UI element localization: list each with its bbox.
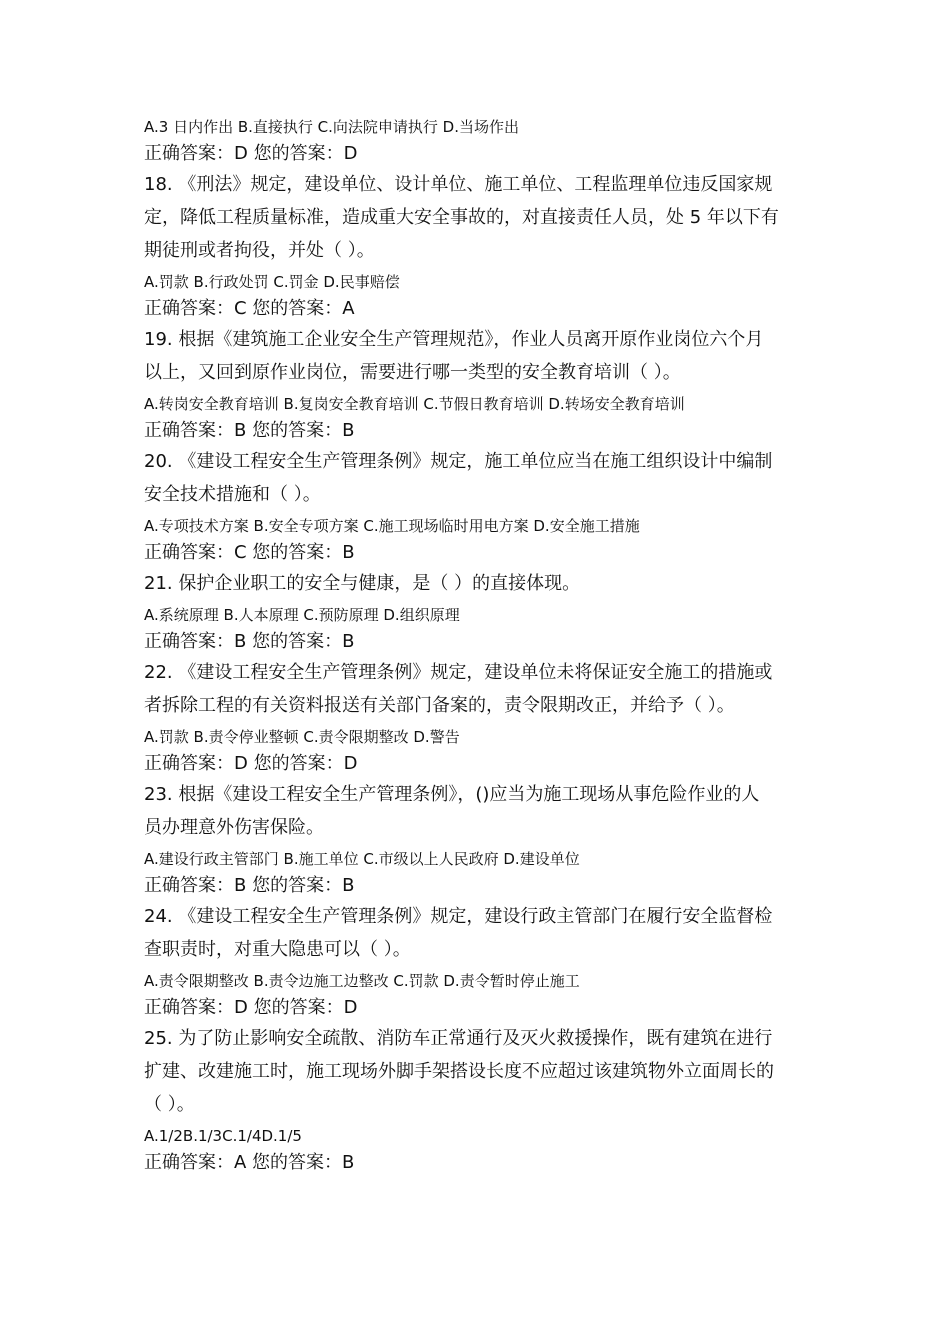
question-block	[144, 656, 814, 778]
question-line: 18. 《刑法》规定，建设单位、设计单位、施工单位、工程监理单位违反国家规	[144, 174, 773, 195]
answer-line: 正确答案：C 您的答案：B	[144, 542, 355, 563]
question-stem	[144, 1022, 814, 1121]
question-line: 安全技术措施和（ ）。	[144, 484, 321, 505]
question-stem	[144, 323, 814, 389]
question-line: 期徒刑或者拘役，并处（ ）。	[144, 240, 375, 261]
question-line: 者拆除工程的有关资料报送有关部门备案的，责令限期改正，并给予（ ）。	[144, 695, 735, 716]
question-line: 23. 根据《建设工程安全生产管理条例》，()应当为施工现场从事危险作业的人	[144, 784, 760, 805]
question-block	[144, 445, 814, 567]
question-line: 22. 《建设工程安全生产管理条例》规定，建设单位未将保证安全施工的措施或	[144, 662, 773, 683]
question-options: A.转岗安全教育培训 B.复岗安全教育培训 C.节假日教育培训 D.转场安全教育培训	[144, 395, 685, 413]
question-block	[144, 168, 814, 323]
answer-line: 正确答案：D 您的答案：D	[144, 997, 358, 1018]
question-options: A.罚款 B.行政处罚 C.罚金 D.民事赔偿	[144, 273, 400, 291]
question-options: A.罚款 B.责令停业整顿 C.责令限期整改 D.警告	[144, 728, 460, 746]
question-line: （ ）。	[144, 1094, 195, 1115]
question-stem	[144, 778, 814, 844]
answer-line: 正确答案：D 您的答案：D	[144, 753, 358, 774]
question-line: 20. 《建设工程安全生产管理条例》规定，施工单位应当在施工组织设计中编制	[144, 451, 773, 472]
answer-line: 正确答案：C 您的答案：A	[144, 298, 355, 319]
question-options: A.系统原理 B.人本原理 C.预防原理 D.组织原理	[144, 606, 460, 624]
question-line: 21. 保护企业职工的安全与健康，是（ ）的直接体现。	[144, 573, 581, 594]
answer-line: 正确答案：B 您的答案：B	[144, 875, 355, 896]
question-line: 25. 为了防止影响安全疏散、消防车正常通行及灭火救援操作，既有建筑在进行	[144, 1028, 773, 1049]
answer-line: 正确答案：B 您的答案：B	[144, 420, 355, 441]
question-line: 定，降低工程质量标准，造成重大安全事故的，对直接责任人员，处 5 年以下有	[144, 207, 779, 228]
question-line: 24. 《建设工程安全生产管理条例》规定，建设行政主管部门在履行安全监督检	[144, 906, 773, 927]
document-page	[144, 112, 814, 1177]
question-line: 查职责时，对重大隐患可以（ ）。	[144, 939, 411, 960]
question-line: 员办理意外伤害保险。	[144, 817, 324, 838]
question-line: 19. 根据《建筑施工企业安全生产管理规范》，作业人员离开原作业岗位六个月	[144, 329, 764, 350]
lead-answer: 正确答案：D 您的答案：D	[144, 143, 358, 164]
question-line: 扩建、改建施工时，施工现场外脚手架搭设长度不应超过该建筑物外立面周长的	[144, 1061, 774, 1082]
question-block	[144, 778, 814, 900]
question-list	[144, 168, 814, 1177]
question-stem	[144, 445, 814, 511]
question-line: 以上，又回到原作业岗位，需要进行哪一类型的安全教育培训（ ）。	[144, 362, 681, 383]
question-options: A.建设行政主管部门 B.施工单位 C.市级以上人民政府 D.建设单位	[144, 850, 580, 868]
lead-options: A.3 日内作出 B.直接执行 C.向法院申请执行 D.当场作出	[144, 118, 520, 136]
question-options: A.专项技术方案 B.安全专项方案 C.施工现场临时用电方案 D.安全施工措施	[144, 517, 640, 535]
answer-line: 正确答案：A 您的答案：B	[144, 1152, 355, 1173]
answer-line: 正确答案：B 您的答案：B	[144, 631, 355, 652]
question-options: A.责令限期整改 B.责令边施工边整改 C.罚款 D.责令暂时停止施工	[144, 972, 580, 990]
question-stem	[144, 900, 814, 966]
question-block	[144, 323, 814, 445]
question-options: A.1/2B.1/3C.1/4D.1/5	[144, 1127, 302, 1145]
question-block	[144, 1022, 814, 1177]
question-block	[144, 567, 814, 656]
question-stem	[144, 656, 814, 722]
question-stem	[144, 567, 814, 600]
question-stem	[144, 168, 814, 267]
question-block	[144, 900, 814, 1022]
